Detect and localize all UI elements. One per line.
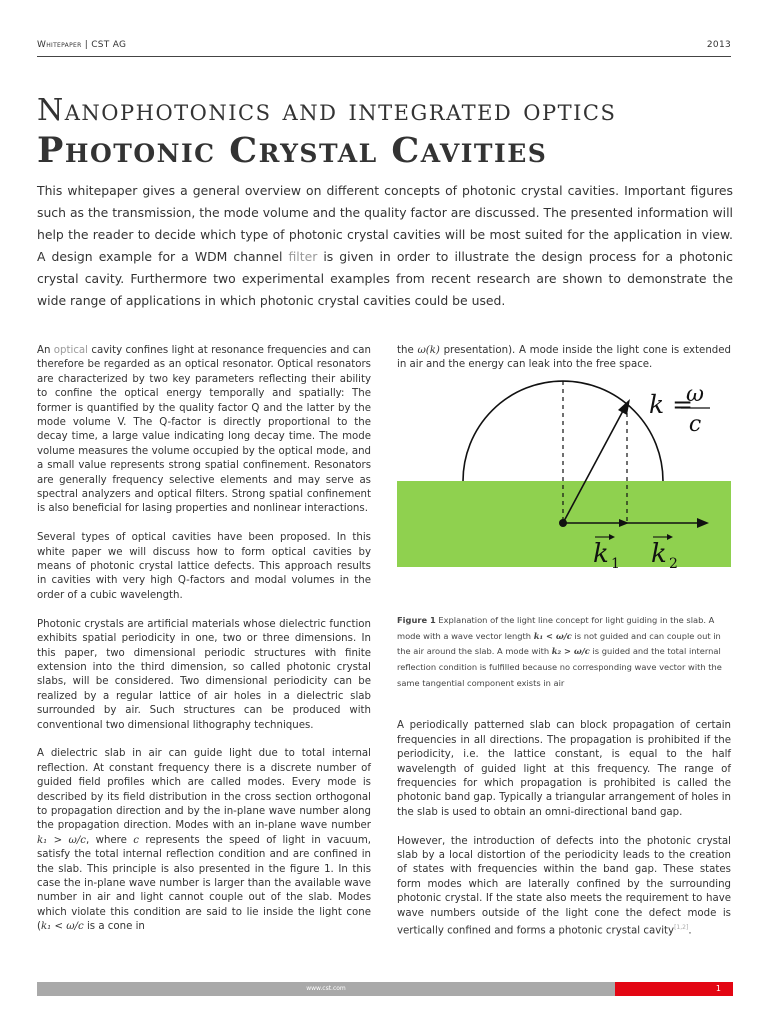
equation-numerator: ω [686,381,704,407]
running-header [37,36,731,54]
label-k1-subscript: 1 [611,555,620,572]
header-rule [37,56,731,57]
abstract-text-1: This whitepaper gives a general overview on different concepts of photonic crystal cavities. Important figures such as the transmission, the mode volume and the quality factor are discussed. The presented information will help the reader to decide which type of photonic crystal cavities will be most suited for the application in view. A design example for a WDM channel [37,183,733,264]
paragraph-dielectric-slab: A dielectric slab in air can guide light due to total internal reflection. At constant frequency there is a discrete number of guided field profiles which are called modes. Every mode is described by its field distribution in the cross section orthogonal to propagation direction and by the in-plane wave number along the propagation direction. Modes with an in-plane wave number k₁ > ω/c, where c represents the speed of light in vacuum, satisfy the total internal reflection condition and are confined in the slab. This principle is also presented in the figure 1. In this case the in-plane wave number is larger than the available wave number in air and light cannot couple out of the slab. Modes which violate this condition are said to lie inside the light cone (k₁ < ω/c is a cone in [37,748,372,933]
document-title: Photonic Crystal Cavities [37,130,548,171]
label-k2-subscript: 2 [669,555,678,572]
figure-light-line [397,379,731,607]
paragraph-light-cone: the ω(k) presentation). A mode inside the light cone is extended in air and the energy can leak into the free space. [397,345,731,371]
header-left: Whitepaper | CST AG [37,40,127,50]
equation-lhs: k = [649,389,694,419]
paragraph-optical-cavity: An optical cavity confines light at resonance frequencies and can therefore be regarded as an optical resonator. Optical resonators are characterized by two key parameters reflecting their ability to confine the optical energy temporally and spatially: The former is quantified by the quality factor Q and the latter by the mode volume V. The Q-factor is directly proportional to the decay time, a large value indicating long decay time. The mode volume measures the volume occupied by the optical mode, and a small value represents strong spatial confinement. Resonators are generally frequency selective elements and may serve as spectral analyzers and optical filters. Strong spatial confinement is also beneficial for lasing properties and nonlinear interactions. [37,345,371,515]
citation-1-2[interactable]: [1,2] [674,924,689,931]
paragraph-defects: However, the introduction of defects into the photonic crystal slab by a local distortion of the periodicity leads to the creation of states with frequencies within the band gap. These states form modes which are laterally confined by the surrounding photonic crystal. If the state also meets the requirement to have wave numbers outside of the light cone the defect mode is vertically confined and forms a photonic crystal cavity[1,2]. [397,835,731,937]
left-column [37,344,371,949]
math-omega-k: ω(k) [417,345,440,356]
right-column [397,344,731,953]
paragraph-cavity-types: Several types of optical cavities have been proposed. In this white paper we will discuss how to form optical cavities by means of photonic crystal lattice defects. This approach results in cavities with very high Q-factors and modal volumes in the order of a cubic wavelength. [37,532,371,601]
header-year: 2013 [706,40,731,50]
origin-point [559,519,567,527]
abstract [37,180,733,312]
filter-link[interactable]: filter [288,249,318,264]
optical-link[interactable]: optical [53,345,88,356]
math-k1-less: k₁ < ω/c [40,921,84,933]
page-number: 1 [615,982,733,996]
abstract-text-2: is given in order to illustrate the design process for a photonic crystal cavity. Furthermore two experimental examples from recent research are shown to demonstrate the wide range of applications in which photonic crystal cavities could be used. [37,249,733,308]
figure-caption: Figure 1 Explanation of the light line concept for light guiding in the slab. A mode with a wave vector length k₁ < ω/c is not guided and can couple out in the air around the slab. A mode with k₂ > ω/c is guided and the total internal reflection condition is fulfilled because no corresponding wave vector with the same tangential component exists in air [397,614,722,688]
footer-bar [37,982,733,996]
equation-denominator: c [688,411,702,437]
document-subtitle: Nanophotonics and integrated optics [37,93,617,128]
label-k1: k [593,538,609,569]
label-k2: k [651,538,667,569]
footer-url[interactable]: www.cst.com [306,985,346,992]
paragraph-band-gap: A periodically patterned slab can block propagation of certain frequencies in all directions. The propagation is prohibited if the periodicity, i.e. the lattice constant, is equal to the half wavelength of guided light at this frequency. The range of frequencies for which propagation is prohibited is called the photonic band gap. Typically a triangular arrangement of holes in the slab is used to obtain an omni-directional band gap. [397,720,731,818]
math-k1-greater: k₁ > ω/c [37,834,86,846]
paragraph-photonic-crystals: Photonic crystals are artificial materials whose dielectric function exhibits spatial periodicity in one, two or three dimensions. In this paper, two dimensional periodic structures with finite extension into the third dimension, so called photonic crystal slabs, will be considered. Two dimensional periodicity can be realized by a regular lattice of air holes in a dielectric slab surrounded by air. Such structures can be produced with conventional two dimensional lithography techniques. [37,618,371,731]
